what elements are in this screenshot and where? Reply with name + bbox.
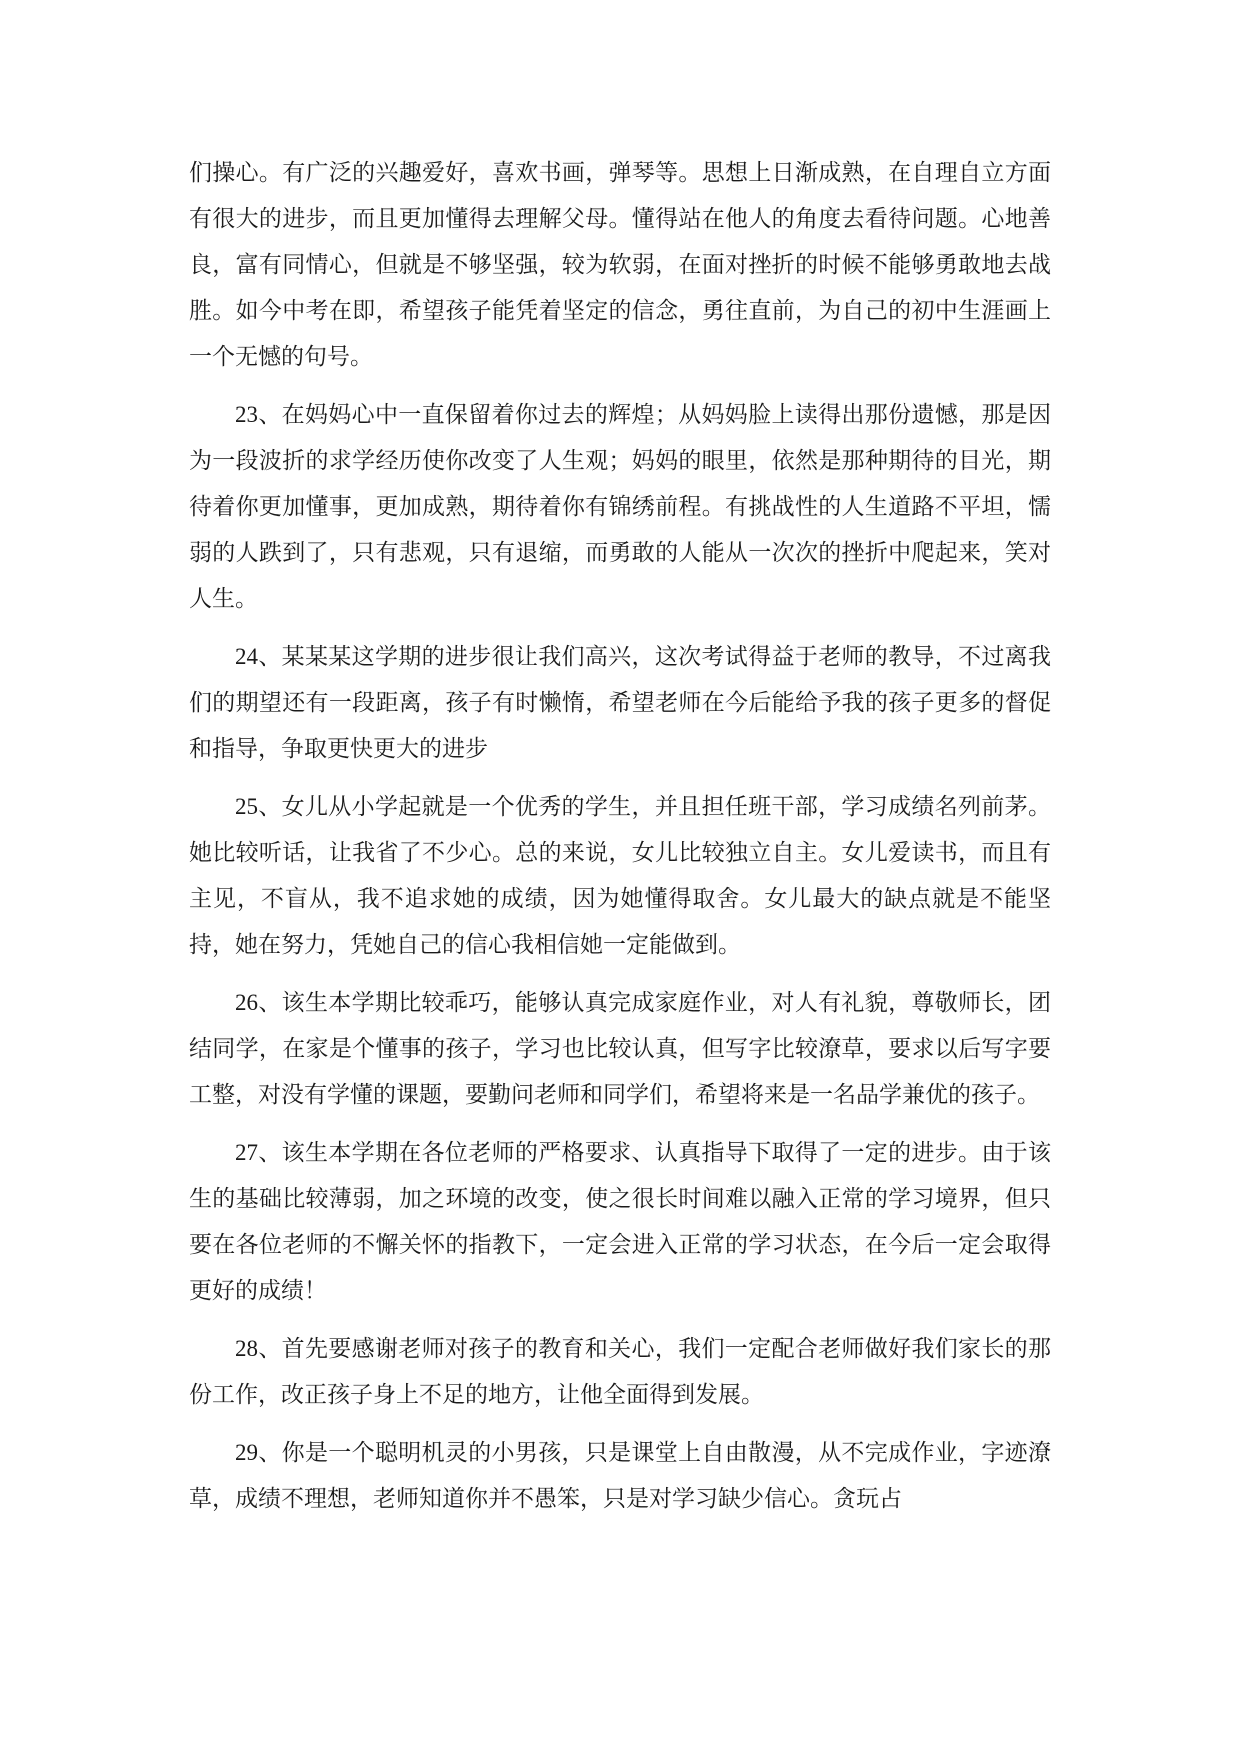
- paragraph-text: 你是一个聪明机灵的小男孩，只是课堂上自由散漫，从不完成作业，字迹潦草，成绩不理想，老师知道你并不愚笨，只是对学习缺少信心。贪玩占: [189, 1440, 1052, 1512]
- paragraph-27: [189, 1130, 1051, 1314]
- paragraph-26: [189, 980, 1051, 1118]
- paragraph-text: 该生本学期比较乖巧，能够认真完成家庭作业，对人有礼貌，尊敬师长，团结同学，在家是个懂事的孩子，学习也比较认真，但写字比较潦草，要求以后写字要工整，对没有学懂的课题，要勤问老师和同学们，希望将来是一名品学兼优的孩子。: [189, 990, 1052, 1108]
- paragraph-28: [189, 1326, 1051, 1418]
- paragraph-number: 24、: [235, 644, 282, 669]
- paragraph-text: 在妈妈心中一直保留着你过去的辉煌；从妈妈脸上读得出那份遗憾，那是因为一段波折的求学经历使你改变了人生观；妈妈的眼里，依然是那种期待的目光，期待着你更加懂事，更加成熟，期待着你有锦绣前程。有挑战性的人生道路不平坦，懦弱的人跌到了，只有悲观，只有退缩，而勇敢的人能从一次次的挫折中爬起来，笑对人生。: [189, 402, 1052, 612]
- paragraph-text: 首先要感谢老师对孩子的教育和关心，我们一定配合老师做好我们家长的那份工作，改正孩子身上不足的地方，让他全面得到发展。: [189, 1336, 1052, 1408]
- paragraph-continued: [189, 150, 1051, 380]
- paragraph-number: 29、: [235, 1440, 282, 1465]
- paragraph-25: [189, 784, 1051, 968]
- paragraph-24: [189, 634, 1051, 772]
- paragraph-text: 某某某这学期的进步很让我们高兴，这次考试得益于老师的教导，不过离我们的期望还有一段距离，孩子有时懒惰，希望老师在今后能给予我的孩子更多的督促和指导，争取更快更大的进步: [189, 644, 1052, 762]
- paragraph-number: 25、: [235, 794, 282, 819]
- document-body: [189, 150, 1051, 1534]
- paragraph-number: 23、: [235, 402, 282, 427]
- paragraph-number: 28、: [235, 1336, 282, 1361]
- paragraph-number: 26、: [235, 990, 282, 1015]
- paragraph-text: 们操心。有广泛的兴趣爱好，喜欢书画，弹琴等。思想上日渐成熟，在自理自立方面有很大的进步，而且更加懂得去理解父母。懂得站在他人的角度去看待问题。心地善良，富有同情心，但就是不够坚强，较为软弱，在面对挫折的时候不能够勇敢地去战胜。如今中考在即，希望孩子能凭着坚定的信念，勇往直前，为自己的初中生涯画上一个无憾的句号。: [189, 160, 1051, 370]
- paragraph-number: 27、: [235, 1140, 282, 1165]
- paragraph-29: [189, 1430, 1051, 1522]
- paragraph-23: [189, 392, 1051, 622]
- paragraph-text: 女儿从小学起就是一个优秀的学生，并且担任班干部，学习成绩名列前茅。她比较听话，让我省了不少心。总的来说，女儿比较独立自主。女儿爱读书，而且有主见，不盲从，我不追求她的成绩，因为她懂得取舍。女儿最大的缺点就是不能坚持，她在努力，凭她自己的信心我相信她一定能做到。: [189, 794, 1052, 958]
- paragraph-text: 该生本学期在各位老师的严格要求、认真指导下取得了一定的进步。由于该生的基础比较薄弱，加之环境的改变，使之很长时间难以融入正常的学习境界，但只要在各位老师的不懈关怀的指教下，一定会进入正常的学习状态，在今后一定会取得更好的成绩！: [189, 1140, 1052, 1304]
